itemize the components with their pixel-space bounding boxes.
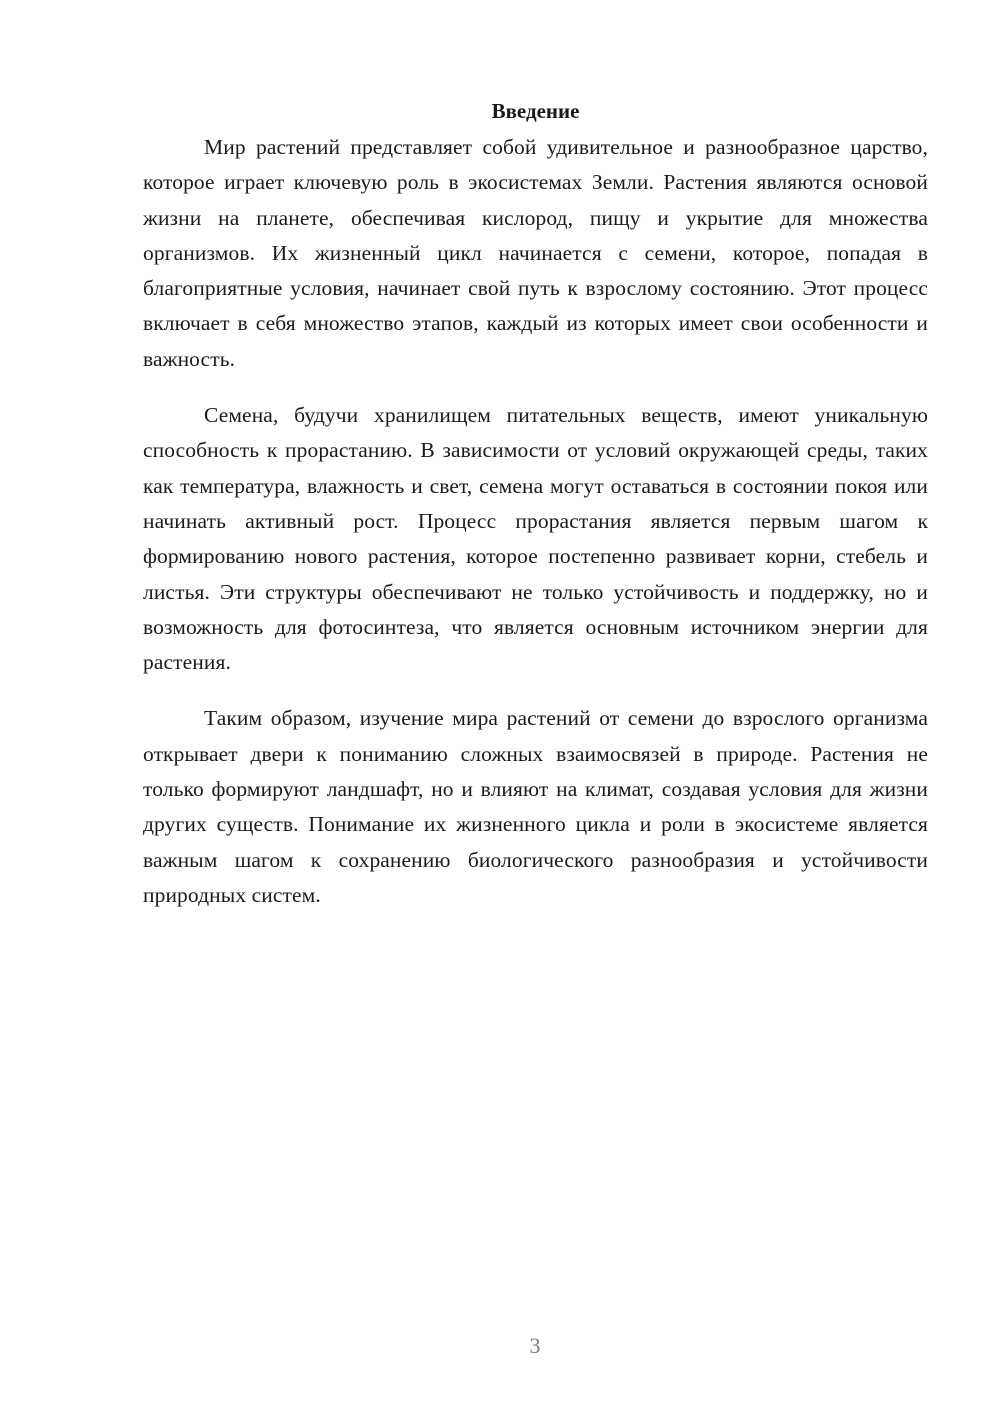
- paragraph-3: Таким образом, изучение мира растений от семени до взрослого организма открывает двери к пониманию сложных взаимосвязей в природе. Растения не только формируют ландшафт, но и влияют на климат, создавая условия для жизни других существ. Понимание их жизненного цикла и роли в экосистеме является важным шагом к сохранению биологического разнообразия и устойчивости природных систем.: [143, 706, 928, 907]
- paragraph-2: Семена, будучи хранилищем питательных веществ, имеют уникальную способность к прорастанию. В зависимости от условий окружающей среды, таких как температура, влажность и свет, семена могут оставаться в состоянии покоя или начинать активный рост. Процесс прорастания является первым шагом к формированию нового растения, которое постепенно развивает корни, стебель и листья. Эти структуры обеспечивают не только устойчивость и поддержку, но и возможность для фотосинтеза, что является основным источником энергии для растения.: [143, 403, 928, 675]
- page-number: 3: [529, 1333, 541, 1358]
- page-content: [143, 96, 928, 934]
- paragraph-1: Мир растений представляет собой удивительное и разнообразное царство, которое играет ключевую роль в экосистемах Земли. Растения являются основой жизни на планете, обеспечивая кислород, пищу и укрытие для множества организмов. Их жизненный цикл начинается с семени, которое, попадая в благоприятные условия, начинает свой путь к взрослому состоянию. Этот процесс включает в себя множество этапов, каждый из которых имеет свои особенности и важность.: [143, 135, 928, 371]
- section-heading: Введение: [491, 99, 580, 123]
